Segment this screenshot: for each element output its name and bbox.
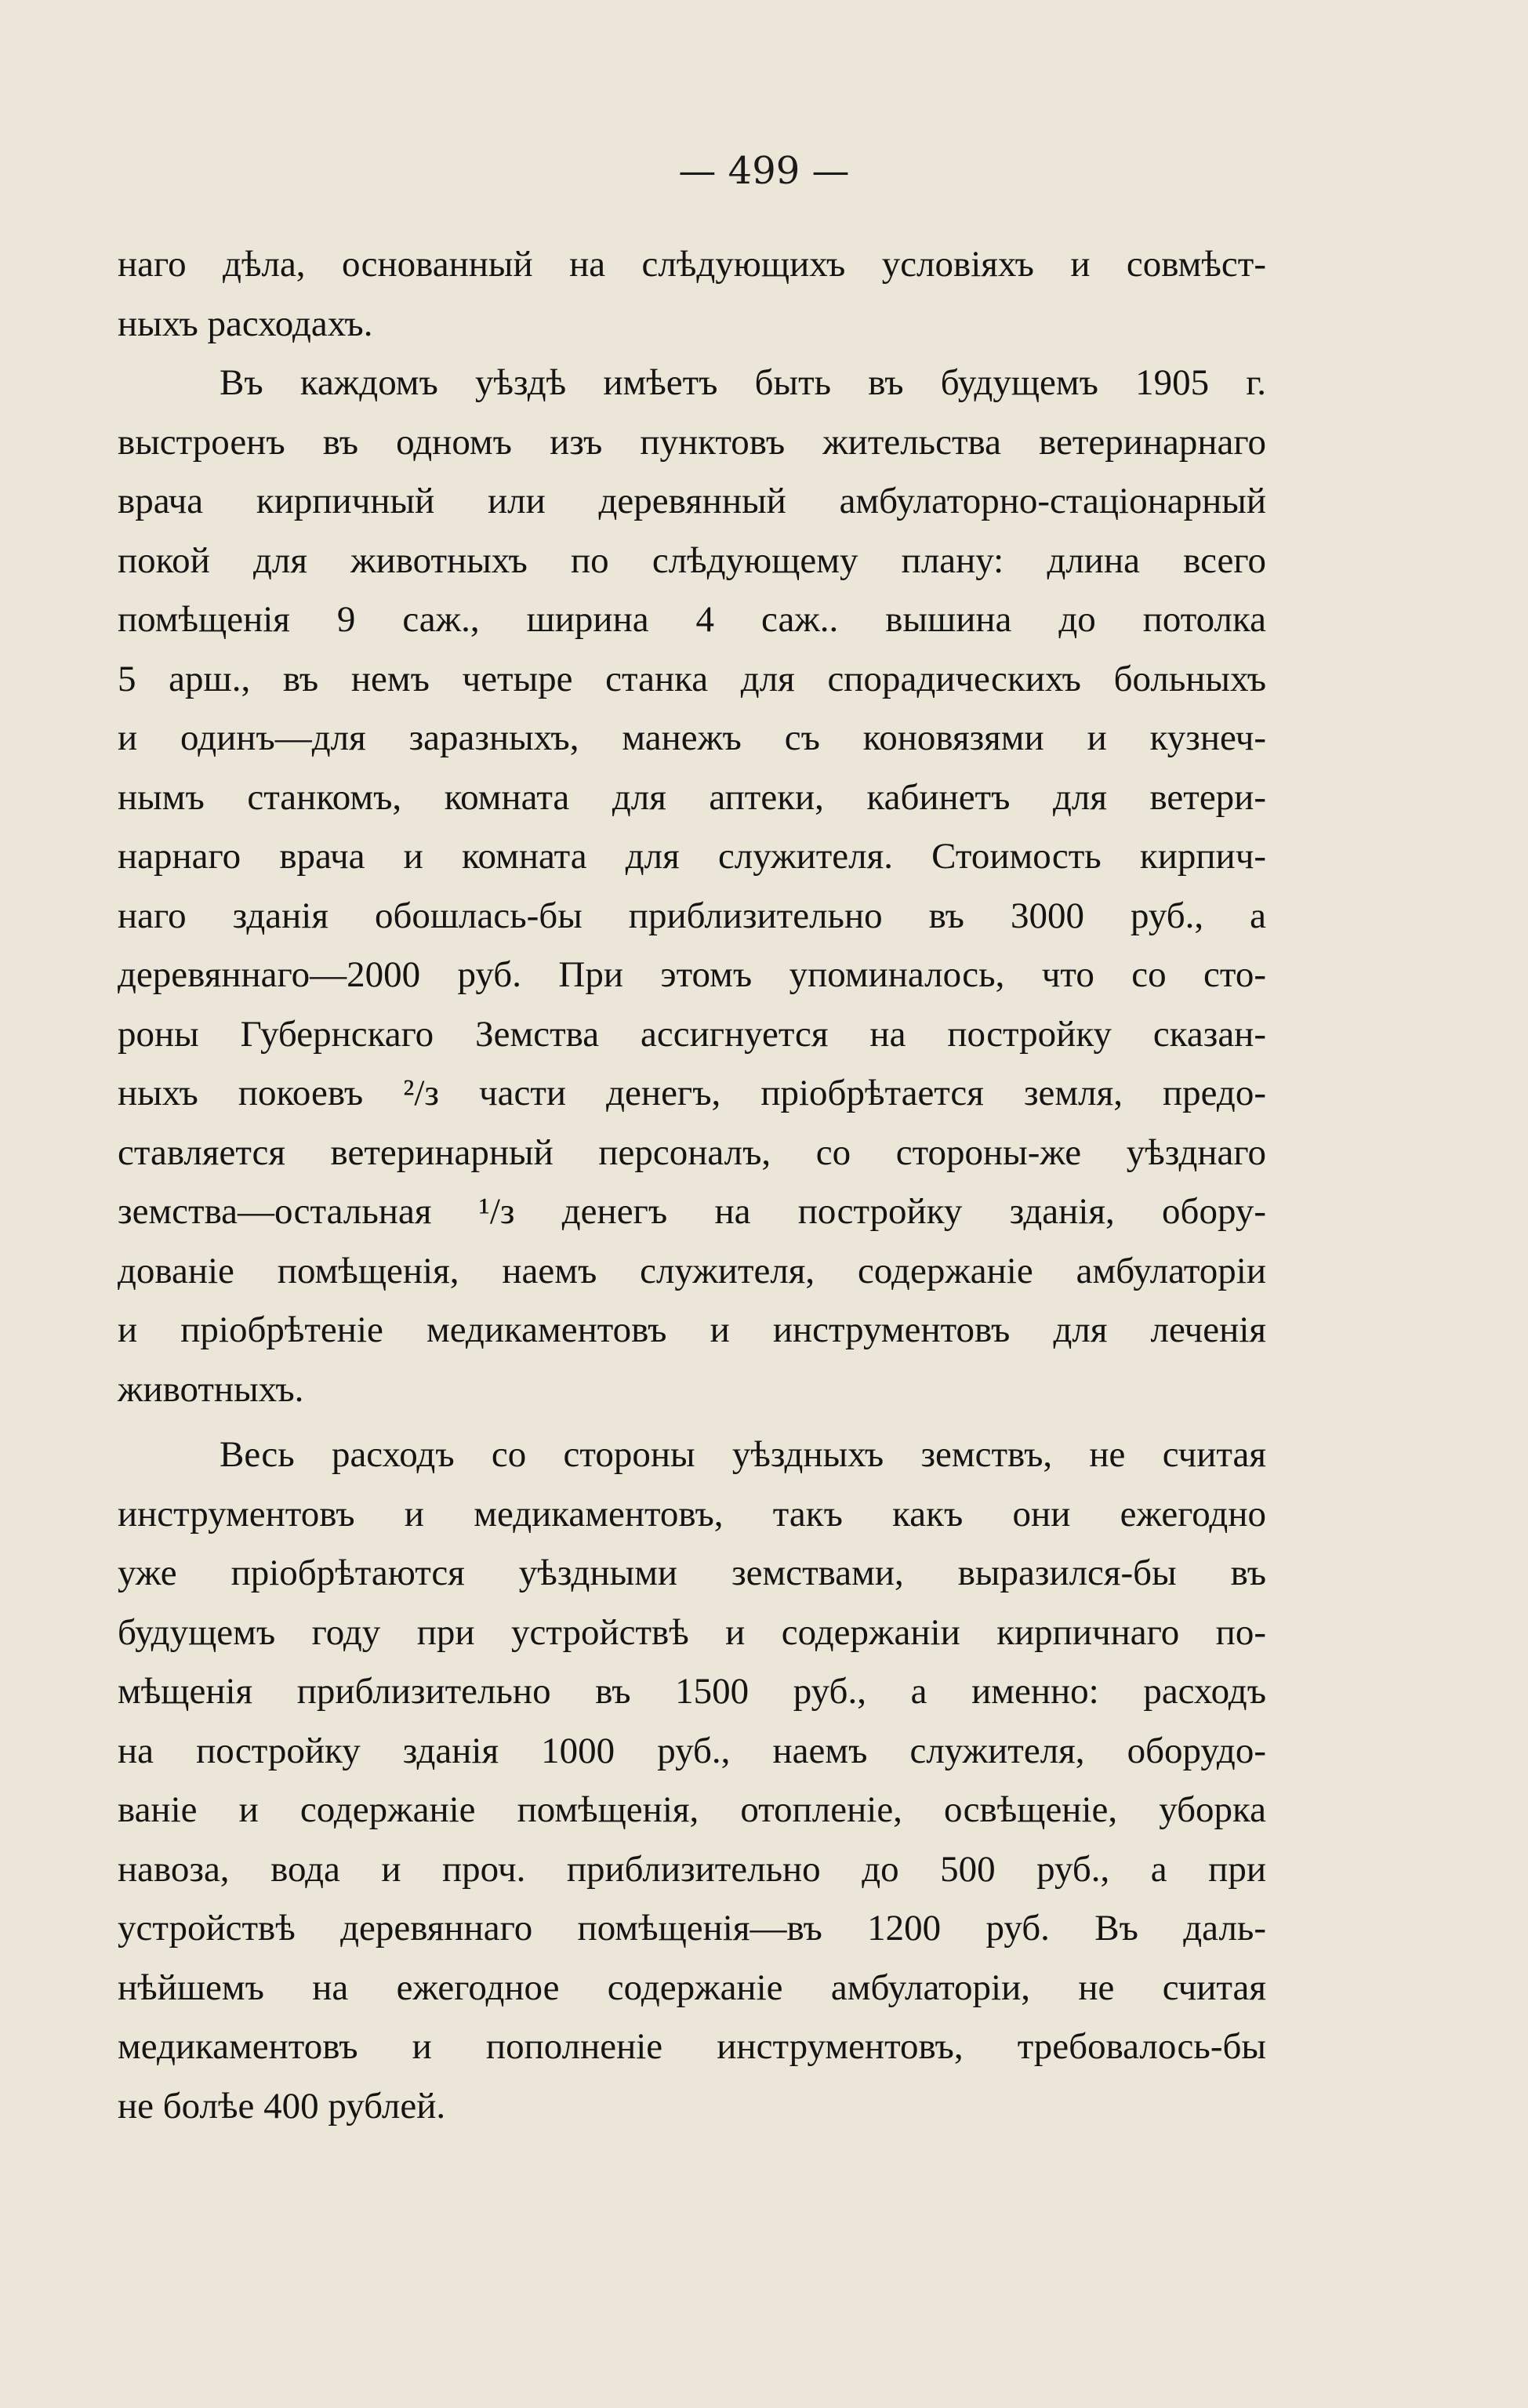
text-line: покой для животныхъ по слѣдующему плану: длина всего: [118, 539, 1266, 581]
text-line: Весь расходъ со стороны уѣздныхъ земствъ, не считая: [220, 1434, 1266, 1475]
text-line: мѣщенія приблизительно въ 1500 руб., а именно: расходъ: [118, 1671, 1266, 1712]
text-line: дованіе помѣщенія, наемъ служителя, содержаніе амбулаторіи: [118, 1250, 1266, 1291]
text-line: земства—остальная ¹/з денегъ на постройку зданія, обору-: [118, 1191, 1266, 1232]
text-line: ваніе и содержаніе помѣщенія, отопленіе, освѣщеніе, уборка: [118, 1789, 1266, 1830]
text-line: животныхъ.: [118, 1368, 304, 1410]
page-number: — 499 —: [678, 149, 850, 193]
text-line: уже пріобрѣтаются уѣздными земствами, выразился-бы въ: [118, 1553, 1266, 1593]
paragraph-1: [118, 235, 1266, 354]
text-line: Въ каждомъ уѣздѣ имѣетъ быть въ будущемъ 1905 г.: [220, 362, 1266, 403]
text-line: наго зданія обошлась-бы приблизительно въ 3000 руб., а: [118, 895, 1266, 936]
text-line: устройствѣ деревяннаго помѣщенія—въ 1200 руб. Въ даль-: [118, 1908, 1266, 1949]
text-line: деревяннаго—2000 руб. При этомъ упоминалось, что со сто-: [118, 954, 1266, 995]
text-line: нымъ станкомъ, комната для аптеки, кабинетъ для ветери-: [118, 776, 1266, 818]
text-line: врача кирпичный или деревянный амбулаторно-стаціонарный: [118, 481, 1266, 521]
text-line: медикаментовъ и пополненіе инструментовъ, требовалось-бы: [118, 2026, 1266, 2067]
text-line: не болѣе 400 рублей.: [118, 2085, 446, 2127]
text-line: 5 арш., въ немъ четыре станка для спорадическихъ больныхъ: [118, 658, 1266, 699]
text-line: нѣйшемъ на ежегодное содержаніе амбулаторіи, не считая: [118, 1967, 1266, 2008]
text-line: будущемъ году при устройствѣ и содержаніи кирпичнаго по-: [118, 1611, 1266, 1653]
text-line: ныхъ покоевъ ²/з части денегъ, пріобрѣтается земля, предо-: [118, 1073, 1266, 1113]
text-line: и одинъ—для заразныхъ, манежъ съ коновязями и кузнеч-: [118, 717, 1266, 758]
paragraph-2: [118, 354, 1266, 1419]
text-line: наго дѣла, основанный на слѣдующихъ условіяхъ и совмѣст-: [118, 244, 1266, 285]
text-line: ныхъ расходахъ.: [118, 303, 373, 344]
body-text: [118, 235, 1266, 2136]
text-line: нарнаго врача и комната для служителя. Стоимость кирпич-: [118, 836, 1266, 877]
text-line: инструментовъ и медикаментовъ, такъ какъ они ежегодно: [118, 1493, 1266, 1535]
text-line: навоза, вода и проч. приблизительно до 500 руб., а при: [118, 1848, 1266, 1890]
text-line: роны Губернскаго Земства ассигнуется на постройку сказан-: [118, 1013, 1266, 1055]
paragraph-3: [118, 1426, 1266, 2136]
text-line: помѣщенія 9 саж., ширина 4 саж.. вышина до потолка: [118, 599, 1266, 640]
text-line: ставляется ветеринарный персоналъ, со стороны-же уѣзднаго: [118, 1131, 1266, 1173]
text-line: выстроенъ въ одномъ изъ пунктовъ жительства ветеринарнаго: [118, 421, 1266, 463]
text-line: и пріобрѣтеніе медикаментовъ и инструментовъ для леченія: [118, 1309, 1266, 1350]
text-line: на постройку зданія 1000 руб., наемъ служителя, оборудо-: [118, 1730, 1266, 1771]
